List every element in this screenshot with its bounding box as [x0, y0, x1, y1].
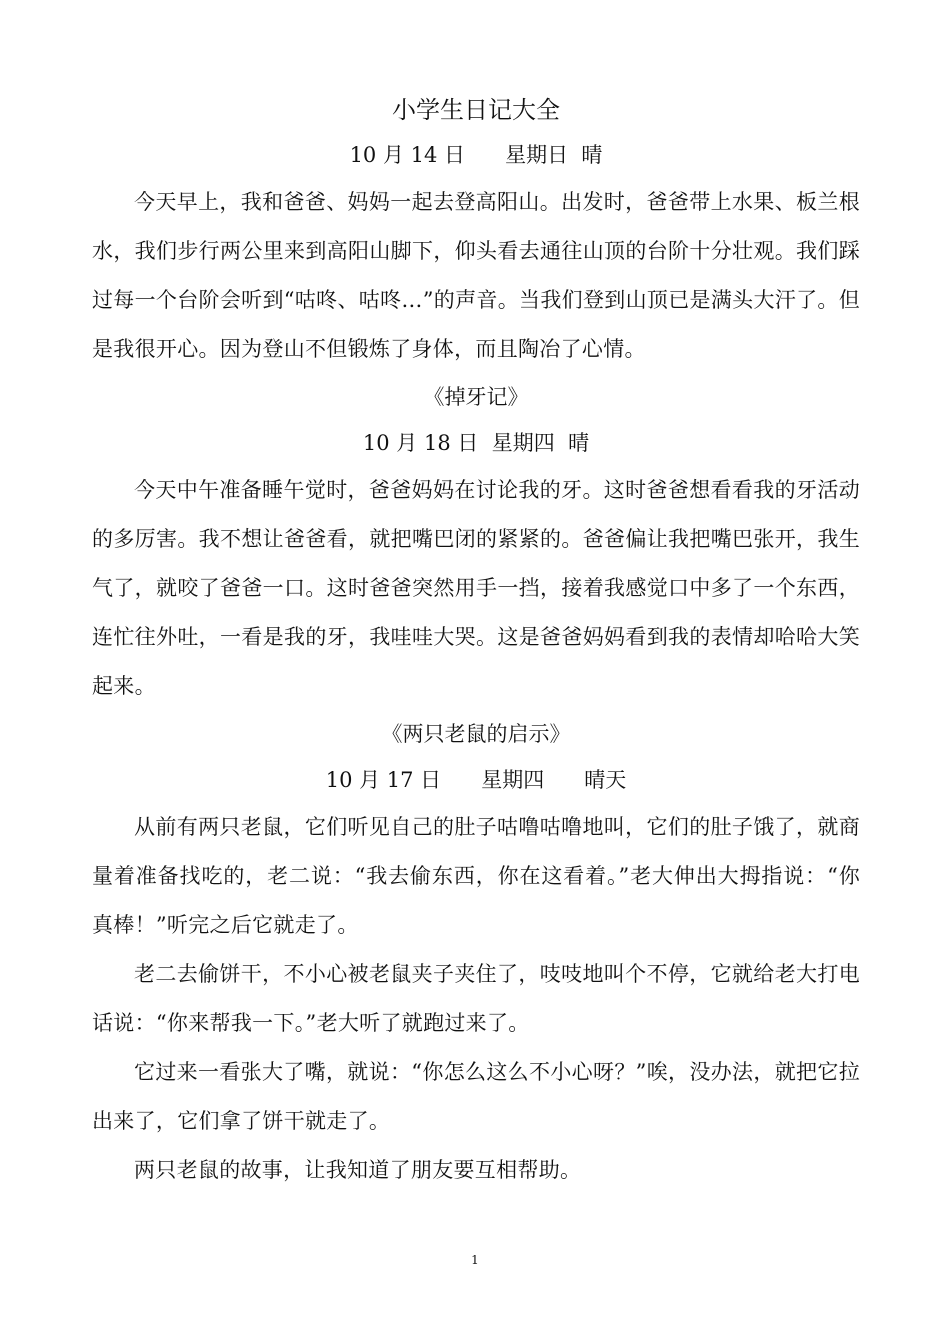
entry-title: 《两只老鼠的启示》 [381, 722, 571, 746]
entry-paragraph: 两只老鼠的故事，让我知道了朋友要互相帮助。 [134, 1158, 582, 1182]
document-title: 小学生日记大全 [392, 96, 560, 124]
entry-paragraph: 今天早上，我和爸爸、妈妈一起去登高阳山。出发时，爸爸带上水果、板兰根水，我们步行两公里来到高阳山脚下，仰头看去通往山顶的台阶十分壮观。我们踩过每一个台阶会听到“咕咚、咕咚…”的声音。当我们登到山顶已是满头大汗了。但是我很开心。因为登山不但锻炼了身体，而且陶冶了心情。 [92, 190, 860, 361]
diary-entry [92, 132, 860, 374]
entry-paragraph: 它过来一看张大了嘴，就说：“你怎么这么不小心呀？”唉，没办法，就把它拉出来了，它们拿了饼干就走了。 [92, 1060, 860, 1133]
entry-paragraph: 今天中午准备睡午觉时，爸爸妈妈在讨论我的牙。这时爸爸想看看我的牙活动的多厉害。我不想让爸爸看，就把嘴巴闭的紧紧的。爸爸偏让我把嘴巴张开，我生气了，就咬了爸爸一口。这时爸爸突然用手一挡，接着我感觉口中多了一个东西，连忙往外吐，一看是我的牙，我哇哇大哭。这是爸爸妈妈看到我的表情却哈哈大笑起来。 [92, 478, 860, 698]
diary-entry [92, 374, 860, 711]
entry-date-line: 10 月 18 日 星期四 晴 [362, 431, 590, 455]
page-number: 1 [471, 1253, 479, 1267]
entry-title: 《掉牙记》 [423, 385, 529, 409]
entry-date-line: 10 月 17 日 星期四 晴天 [325, 768, 627, 792]
entry-paragraph: 老二去偷饼干，不小心被老鼠夹子夹住了，吱吱地叫个不停，它就给老大打电话说：“你来帮我一下。”老大听了就跑过来了。 [92, 962, 860, 1035]
document-body [92, 88, 860, 1195]
entry-paragraph: 从前有两只老鼠，它们听见自己的肚子咕噜咕噜地叫，它们的肚子饿了，就商量着准备找吃的，老二说：“我去偷东西，你在这看着。”老大伸出大拇指说：“你真棒！”听完之后它就走了。 [92, 815, 860, 937]
diary-entry [92, 711, 860, 1195]
entry-date-line: 10 月 14 日 星期日 晴 [349, 143, 603, 167]
